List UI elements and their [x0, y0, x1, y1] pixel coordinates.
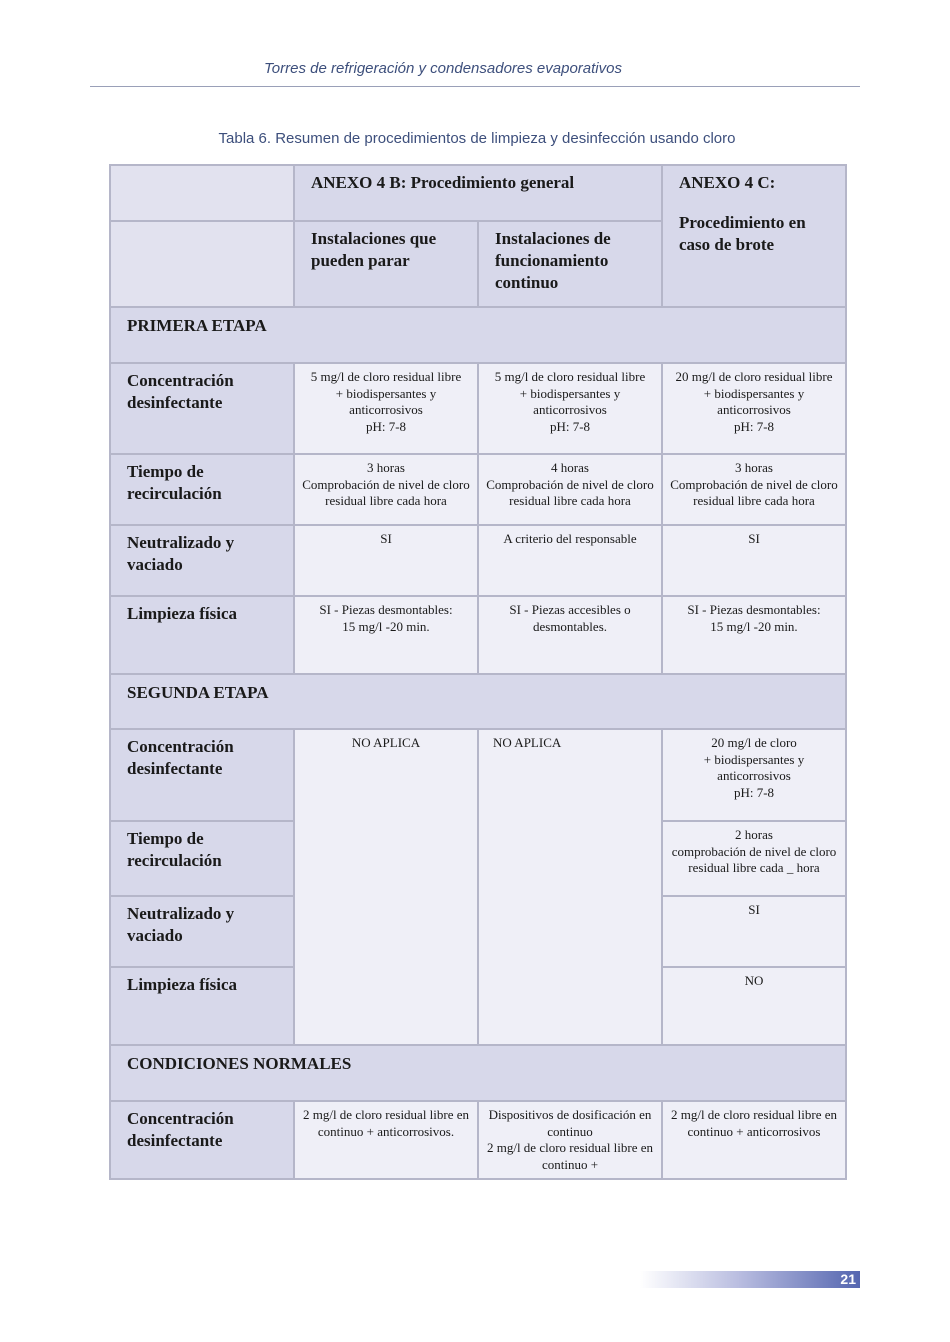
- cell-continuo: SI - Piezas accesibles o desmontables.: [478, 596, 662, 674]
- cell-parar: SI: [294, 525, 478, 596]
- row-label: Concentración desinfectante: [110, 729, 294, 821]
- cell-continuo: A criterio del responsable: [478, 525, 662, 596]
- header-anexo-c: [662, 165, 846, 307]
- cell-brote: SI - Piezas desmontables: 15 mg/l -20 min.: [662, 596, 846, 674]
- cell-brote: 20 mg/l de cloro residual libre + biodispersantes y anticorrosivos pH: 7-8: [662, 363, 846, 454]
- page-number: 21: [840, 1271, 856, 1287]
- procedures-table: [109, 164, 847, 1180]
- cell-brote: SI: [662, 896, 846, 967]
- header-anexo-b: ANEXO 4 B: Procedimiento general: [294, 165, 662, 221]
- cell-parar-no-aplica: NO APLICA: [294, 729, 478, 1045]
- row-label: Limpieza física: [110, 967, 294, 1045]
- stage-primera: PRIMERA ETAPA: [110, 307, 846, 363]
- cell-continuo: Dispositivos de dosificación en continuo 2 mg/l de cloro residual libre en continuo +: [478, 1101, 662, 1179]
- cell-brote: NO: [662, 967, 846, 1045]
- table-caption: Tabla 6. Resumen de procedimientos de limpieza y desinfección usando cloro: [218, 130, 736, 147]
- row-label: Tiempo de recirculación: [110, 821, 294, 896]
- running-title: Torres de refrigeración y condensadores evaporativos: [264, 60, 622, 77]
- cell-parar: SI - Piezas desmontables: 15 mg/l -20 min.: [294, 596, 478, 674]
- anexo-c-title: ANEXO 4 C:: [679, 173, 776, 192]
- cell-continuo: 4 horas Comprobación de nivel de cloro residual libre cada hora: [478, 454, 662, 525]
- cell-brote: 2 horas comprobación de nivel de cloro residual libre cada _ hora: [662, 821, 846, 896]
- cell-parar: 5 mg/l de cloro residual libre + biodispersantes y anticorrosivos pH: 7-8: [294, 363, 478, 454]
- row-label: Limpieza física: [110, 596, 294, 674]
- stage-segunda: SEGUNDA ETAPA: [110, 674, 846, 729]
- cell-parar: 3 horas Comprobación de nivel de cloro residual libre cada hora: [294, 454, 478, 525]
- row-label: Concentración desinfectante: [110, 1101, 294, 1179]
- row-label: Neutralizado y vaciado: [110, 525, 294, 596]
- cell-continuo-no-aplica: NO APLICA: [478, 729, 662, 1045]
- header-parar: Instalaciones que pueden parar: [294, 221, 478, 307]
- cell-brote: 3 horas Comprobación de nivel de cloro residual libre cada hora: [662, 454, 846, 525]
- row-label: Neutralizado y vaciado: [110, 896, 294, 967]
- header-continuo: Instalaciones de funcionamiento continuo: [478, 221, 662, 307]
- corner-cell-2: [110, 221, 294, 307]
- running-header: [90, 60, 860, 87]
- corner-cell: [110, 165, 294, 221]
- stage-normales: CONDICIONES NORMALES: [110, 1045, 846, 1101]
- cell-brote: 20 mg/l de cloro + biodispersantes y anticorrosivos pH: 7-8: [662, 729, 846, 821]
- anexo-c-subtitle: Procedimiento en caso de brote: [679, 213, 806, 254]
- cell-parar: 2 mg/l de cloro residual libre en continuo + anticorrosivos.: [294, 1101, 478, 1179]
- cell-brote: SI: [662, 525, 846, 596]
- row-label: Tiempo de recirculación: [110, 454, 294, 525]
- row-label: Concentración desinfectante: [110, 363, 294, 454]
- cell-brote: 2 mg/l de cloro residual libre en continuo + anticorrosivos: [662, 1101, 846, 1179]
- cell-continuo: 5 mg/l de cloro residual libre + biodispersantes y anticorrosivos pH: 7-8: [478, 363, 662, 454]
